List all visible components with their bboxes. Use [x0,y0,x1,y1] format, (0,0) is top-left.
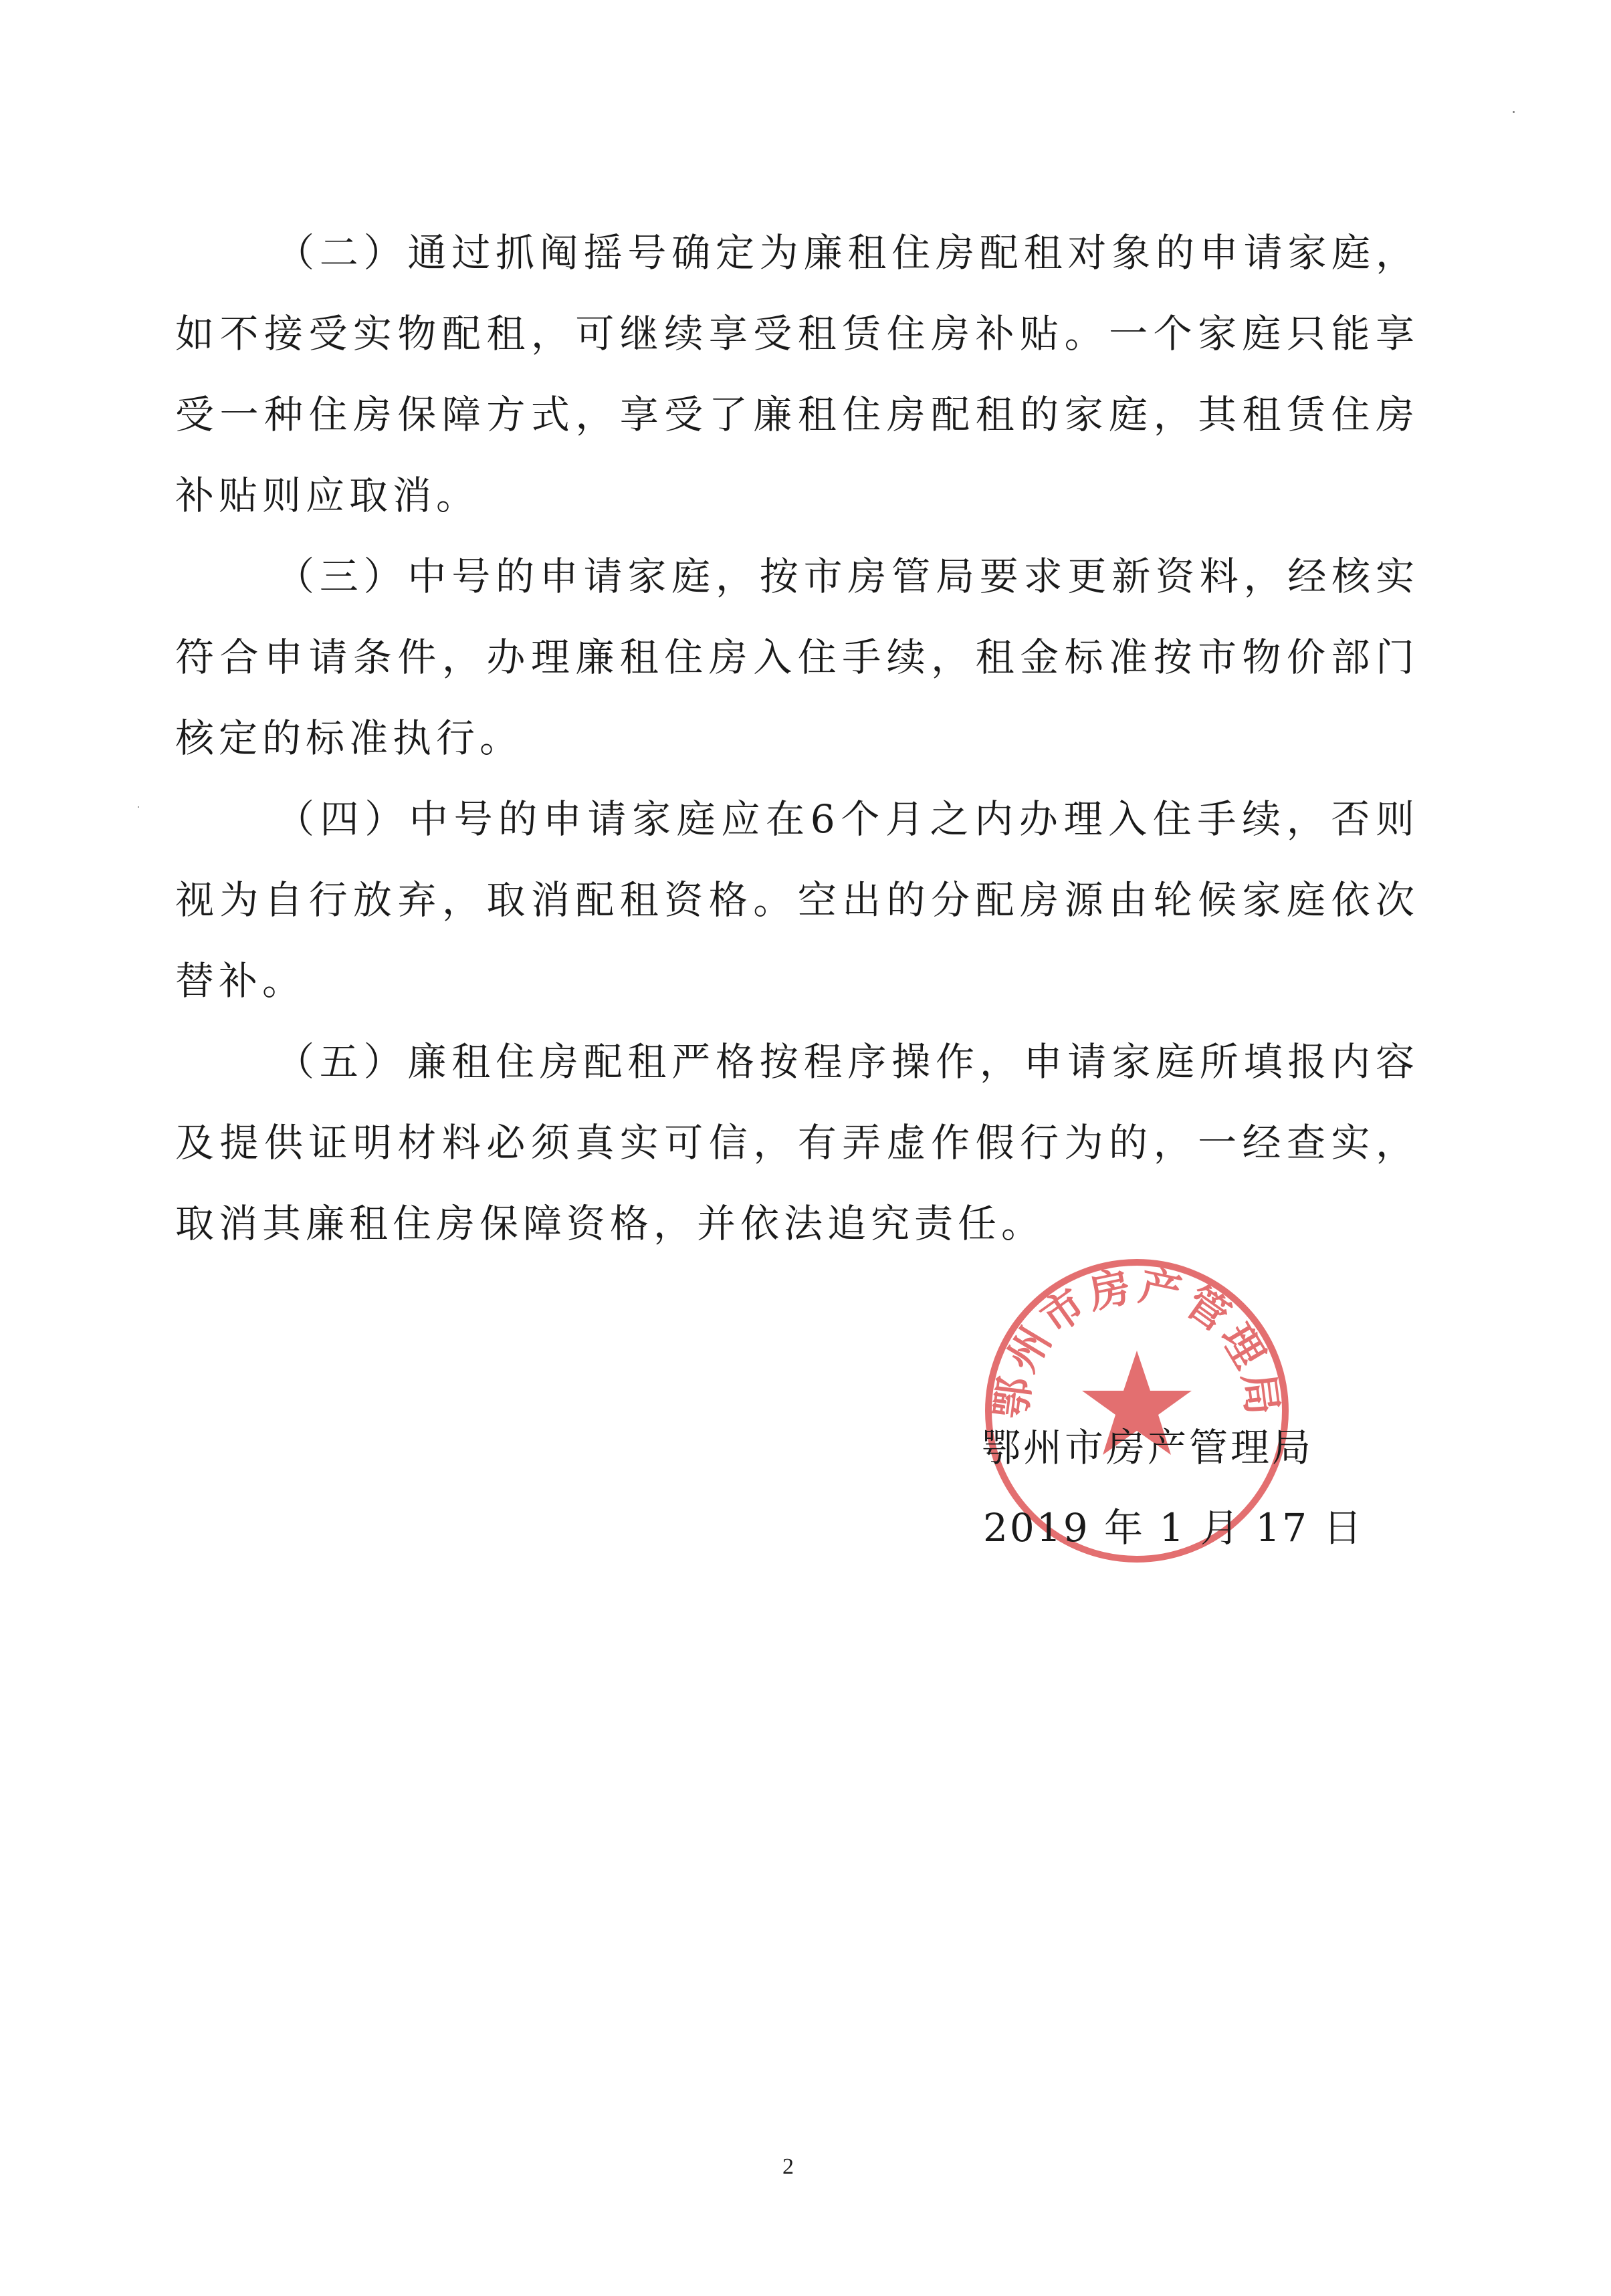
page-number: 2 [782,2154,794,2179]
scan-speck [1513,111,1515,113]
paragraph-5: （五）廉租住房配租严格按程序操作，申请家庭所填报内容及提供证明材料必须真实可信，有弄虚作假行为的，一经查实，取消其廉租住房保障资格，并依法追究责任。 [175,1039,1419,1246]
issuing-organization: 鄂州市房产管理局 [982,1425,1314,1470]
paragraph-2: （二）通过抓阄摇号确定为廉租住房配租对象的申请家庭，如不接受实物配租，可继续享受租赁住房补贴。一个家庭只能享受一种住房保障方式，享受了廉租住房配租的家庭，其租赁住房补贴则应取消。 [175,230,1419,518]
document-body [175,213,1419,1264]
paragraph-3: （三）中号的申请家庭，按市房管局要求更新资料，经核实符合申请条件，办理廉租住房入住手续，租金标准按市物价部门核定的标准执行。 [175,554,1419,761]
scan-speck [138,806,139,808]
issue-date: 2019 年 1 月 17 日 [983,1505,1364,1551]
seal-text: 鄂州市房产管理局 [986,1261,1288,1422]
paragraph-4: （四）中号的申请家庭应在6个月之内办理入住手续，否则视为自行放弃，取消配租资格。空出的分配房源由轮候家庭依次替补。 [175,796,1419,1004]
